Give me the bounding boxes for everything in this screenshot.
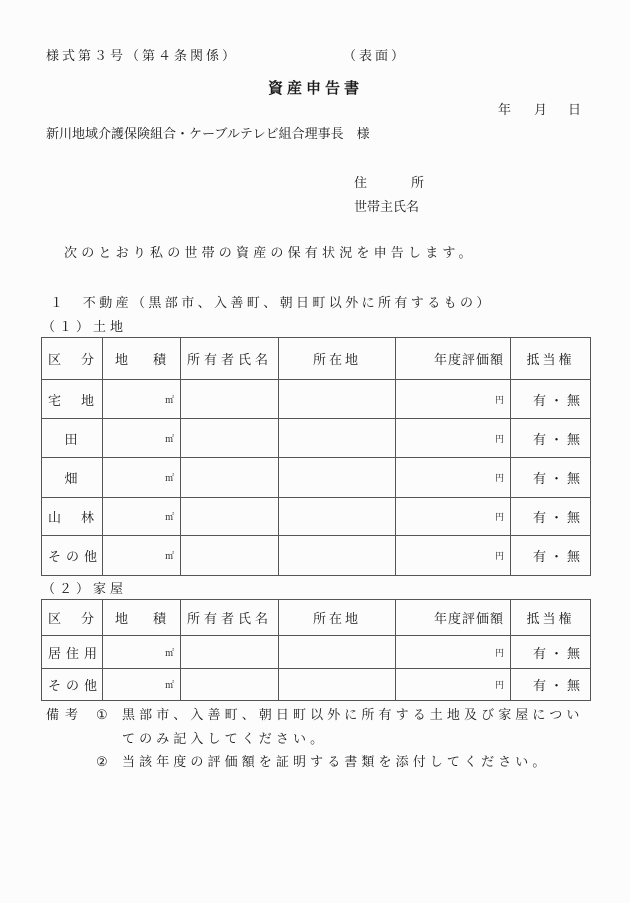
- row-category: 居住用: [42, 636, 103, 669]
- col-valuation: 年度評価額: [396, 338, 511, 380]
- mortgage-choice[interactable]: 有・無: [511, 636, 591, 669]
- category-char-1: 山: [48, 511, 64, 526]
- col-location: 所在地: [279, 338, 396, 380]
- area-input-cell[interactable]: [103, 636, 181, 669]
- area-unit: ㎡: [164, 395, 174, 406]
- location-input-cell[interactable]: [279, 669, 396, 701]
- area-unit: ㎡: [164, 648, 174, 659]
- row-category: [42, 380, 103, 419]
- area-unit: ㎡: [164, 552, 174, 562]
- row-category: その他: [42, 669, 103, 701]
- value-unit: 円: [494, 513, 504, 523]
- area-unit: ㎡: [164, 513, 174, 523]
- table-row: [42, 498, 591, 536]
- note-text-2: 当該年度の評価額を証明する書類を添付してください。: [122, 755, 550, 770]
- area-unit: ㎡: [164, 474, 174, 484]
- valuation-input-cell[interactable]: [396, 380, 511, 419]
- col-area: [103, 600, 181, 636]
- notes-label: 備考: [46, 708, 85, 723]
- note-item-2: [96, 755, 550, 771]
- col-area-char-1: 地: [115, 353, 131, 368]
- note-marker-1: ①: [96, 708, 112, 723]
- col-category-char-1: 区: [48, 353, 64, 368]
- category-char-2: 地: [80, 393, 96, 409]
- land-heading: （１）土地: [42, 320, 128, 335]
- owner-input-cell[interactable]: [181, 669, 279, 701]
- row-category: [42, 498, 103, 536]
- land-table: [41, 337, 591, 576]
- date-year-label: 年: [498, 103, 515, 118]
- house-table-header: [42, 600, 591, 636]
- table-row: [42, 536, 591, 576]
- side-label: （表面）: [343, 49, 408, 64]
- col-location: 所在地: [279, 600, 396, 636]
- note-text-1-line-2: てのみ記入してください。: [122, 732, 328, 747]
- row-category: その他: [42, 536, 103, 576]
- area-input-cell[interactable]: [103, 669, 181, 701]
- col-owner: 所有者氏名: [181, 338, 279, 380]
- col-mortgage: 抵当権: [511, 338, 591, 380]
- addressee: 新川地域介護保険組合・ケーブルテレビ組合理事長 様: [46, 127, 370, 142]
- valuation-input-cell[interactable]: [396, 419, 511, 458]
- col-mortgage: 抵当権: [511, 600, 591, 636]
- land-table-header: [42, 338, 591, 380]
- value-unit: 円: [494, 552, 504, 562]
- location-input-cell[interactable]: [279, 380, 396, 419]
- owner-input-cell[interactable]: [181, 636, 279, 669]
- category-char-2: 林: [80, 511, 96, 526]
- mortgage-choice[interactable]: 有・無: [511, 498, 591, 536]
- valuation-input-cell[interactable]: [396, 498, 511, 536]
- col-category: [42, 600, 103, 636]
- value-unit: 円: [494, 474, 504, 484]
- note-marker-2: ②: [96, 755, 112, 770]
- row-category: 畑: [42, 458, 103, 498]
- table-row: [42, 458, 591, 498]
- owner-input-cell[interactable]: [181, 419, 279, 458]
- area-input-cell[interactable]: [103, 419, 181, 458]
- area-input-cell[interactable]: [103, 536, 181, 576]
- valuation-input-cell[interactable]: [396, 669, 511, 701]
- area-unit: ㎡: [164, 681, 174, 691]
- value-unit: 円: [494, 681, 504, 691]
- value-unit: 円: [494, 395, 504, 406]
- col-valuation: 年度評価額: [396, 600, 511, 636]
- house-heading: （２）家屋: [42, 582, 128, 597]
- area-input-cell[interactable]: [103, 458, 181, 498]
- date-month-label: 月: [534, 103, 551, 118]
- section1-heading: １ 不動産（黒部市、入善町、朝日町以外に所有するもの）: [50, 296, 493, 311]
- location-input-cell[interactable]: [279, 498, 396, 536]
- location-input-cell[interactable]: [279, 636, 396, 669]
- owner-input-cell[interactable]: [181, 498, 279, 536]
- date-day-label: 日: [568, 103, 585, 118]
- table-row: [42, 380, 591, 419]
- col-area-char-1: 地: [115, 612, 131, 627]
- mortgage-choice[interactable]: 有・無: [511, 536, 591, 576]
- col-category-char-2: 分: [80, 612, 96, 627]
- col-owner: 所有者氏名: [181, 600, 279, 636]
- valuation-input-cell[interactable]: [396, 458, 511, 498]
- mortgage-choice[interactable]: 有・無: [511, 669, 591, 701]
- col-category-char-1: 区: [48, 612, 64, 627]
- mortgage-choice[interactable]: 有・無: [511, 380, 591, 419]
- col-area-char-2: 積: [152, 353, 168, 368]
- table-row: [42, 419, 591, 458]
- intro-text: 次のとおり私の世帯の資産の保有状況を申告します。: [64, 246, 476, 261]
- valuation-input-cell[interactable]: [396, 636, 511, 669]
- form-number: 様式第３号（第４条関係）: [46, 49, 239, 64]
- owner-input-cell[interactable]: [181, 380, 279, 419]
- location-input-cell[interactable]: [279, 536, 396, 576]
- note-item-1: [96, 708, 583, 724]
- house-table: [41, 599, 591, 701]
- area-input-cell[interactable]: [103, 380, 181, 419]
- table-row: [42, 636, 591, 669]
- address-label-1: 住: [354, 176, 371, 191]
- category-char-1: 宅: [48, 393, 64, 409]
- note-text-1-line-1: 黒部市、入善町、朝日町以外に所有する土地及び家屋につい: [122, 708, 584, 723]
- address-label-2: 所: [411, 176, 428, 191]
- value-unit: 円: [494, 648, 504, 659]
- col-area: [103, 338, 181, 380]
- valuation-input-cell[interactable]: [396, 536, 511, 576]
- col-category: [42, 338, 103, 380]
- location-input-cell[interactable]: [279, 458, 396, 498]
- table-row: [42, 669, 591, 701]
- area-unit: ㎡: [164, 434, 174, 445]
- owner-input-cell[interactable]: [181, 536, 279, 576]
- value-unit: 円: [494, 434, 504, 445]
- document-title: 資産申告書: [268, 79, 364, 97]
- col-area-char-2: 積: [152, 612, 168, 627]
- owner-input-cell[interactable]: [181, 458, 279, 498]
- area-input-cell[interactable]: [103, 498, 181, 536]
- location-input-cell[interactable]: [279, 419, 396, 458]
- householder-name-label: 世帯主氏名: [354, 200, 420, 215]
- mortgage-choice[interactable]: 有・無: [511, 458, 591, 498]
- mortgage-choice[interactable]: 有・無: [511, 419, 591, 458]
- col-category-char-2: 分: [80, 353, 96, 368]
- row-category: 田: [42, 419, 103, 458]
